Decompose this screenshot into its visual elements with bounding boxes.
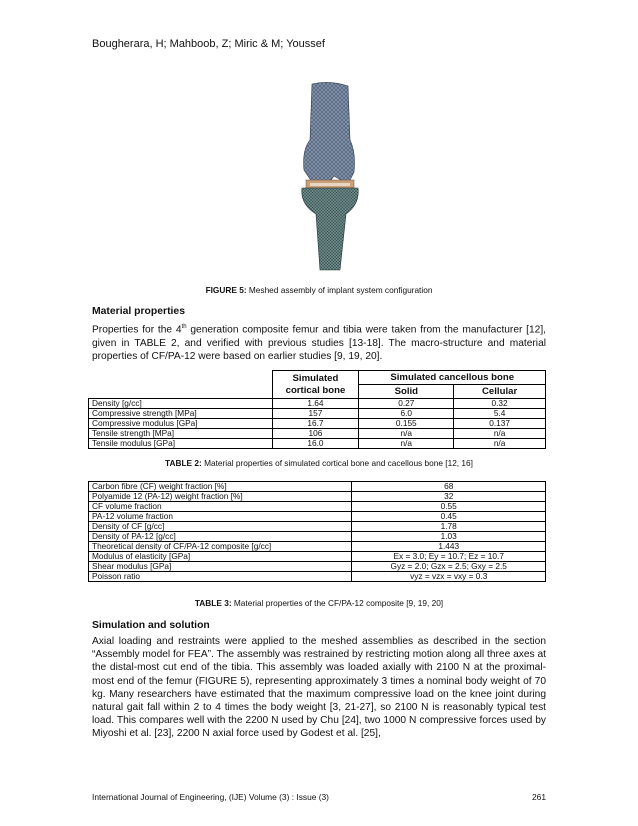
page-number: 261 (532, 792, 546, 802)
figure-5-caption (92, 285, 546, 295)
table-row: Density of CF [g/cc] 1.78 (89, 522, 546, 532)
table-3-caption: TABLE 3: Material properties of the CF/PA-12 composite [9, 19, 20] (194, 598, 444, 608)
tibia-mesh (302, 188, 358, 270)
table-row: Tensile modulus [GPa] 16.0 n/a n/a (89, 439, 546, 449)
header-cancellous: Simulated cancellous bone (359, 371, 546, 385)
femur-mesh (304, 82, 355, 184)
table-row: Modulus of elasticity [GPa] Ex = 3.0; Ey = 10.7; Ez = 10.7 (89, 552, 546, 562)
modulus-values: Ex = 3.0; Ey = 10.7; Ez = 10.7 (352, 552, 546, 562)
section-title-simulation: Simulation and solution (92, 620, 210, 631)
table-row: Tensile strength [MPa] 106 n/a n/a (89, 429, 546, 439)
table-row: Carbon fibre (CF) weight fraction [%] 68 (89, 482, 546, 492)
table-row: Compressive modulus [GPa] 16.7 0.155 0.137 (89, 419, 546, 429)
paragraph-simulation: Axial loading and restraints were applied to the meshed assemblies as described in the section “Assembly model for FEA”. The assembly was restrained by restricting motion along all three axes at the distal-most cut end of the tibia. This assembly was loaded axially with 2100 N at the proximal-most end of the femur (FIGURE 5), representing approximately 3 times a nominal body weight of 70 kg. Many researchers have estimated that the maximum compressive load on the knee joint during natural gait fall within 2 to 4 times the body weight [3, 21-27], so 2100 N is reasonably typical test load. This compares well with the 2200 N used by Chu [24], two 1000 N compressive forces used by Miyoshi et al. [23], 2200 N axial force used by Godest et al. [25], (92, 636, 546, 740)
page-footer (92, 792, 546, 802)
poisson-values: vyz = vzx = vxy = 0.3 (352, 572, 546, 582)
table-2-caption: TABLE 2: Material properties of simulated cortical bone and cacellous bone [12, 16] (165, 458, 473, 468)
table-row: Polyamide 12 (PA-12) weight fraction [%] 32 (89, 492, 546, 502)
header-solid: Solid (359, 385, 454, 399)
table-row: Shear modulus [GPa] Gyz = 2.0; Gzx = 2.5; Gxy = 2.5 (89, 562, 546, 572)
figure-label: FIGURE 5: (205, 285, 247, 295)
table-row: Density [g/cc] 1.64 0.27 0.32 (89, 399, 546, 409)
paragraph-material: Properties for the 4th generation composite femur and tibia were taken from the manufacturer [12], given in TABLE 2, and verified with previous studies [13-18]. The macro-structure and material properties of CF/PA-12 were based on earlier studies [9, 19, 20]. (92, 324, 547, 362)
table-row: CF volume fraction 0.55 (89, 502, 546, 512)
journal-name: International Journal of Engineering, (IJE) Volume (3) : Issue (3) (92, 792, 329, 802)
header-cortical: Simulated cortical bone (272, 371, 359, 399)
implant-spacer (306, 180, 354, 188)
table-row: Density of PA-12 [g/cc] 1.03 (89, 532, 546, 542)
table-3 (88, 481, 546, 582)
table-row: Theoretical density of CF/PA-12 composite [g/cc] 1.443 (89, 542, 546, 552)
header-cellular: Cellular (454, 385, 546, 399)
table-2 (88, 370, 546, 449)
table-row: Compressive strength [MPa] 157 6.0 5.4 (89, 409, 546, 419)
shear-values: Gyz = 2.0; Gzx = 2.5; Gxy = 2.5 (352, 562, 546, 572)
running-header: Bougherara, H; Mahboob, Z; Miric & M; Youssef (92, 38, 325, 50)
table-row: PA-12 volume fraction 0.45 (89, 512, 546, 522)
table-row: Poisson ratio vyz = vzx = vxy = 0.3 (89, 572, 546, 582)
section-title-material: Material properties (92, 306, 185, 317)
figure-caption-text: Meshed assembly of implant system configuration (246, 285, 433, 295)
mesh-figure (290, 80, 370, 276)
